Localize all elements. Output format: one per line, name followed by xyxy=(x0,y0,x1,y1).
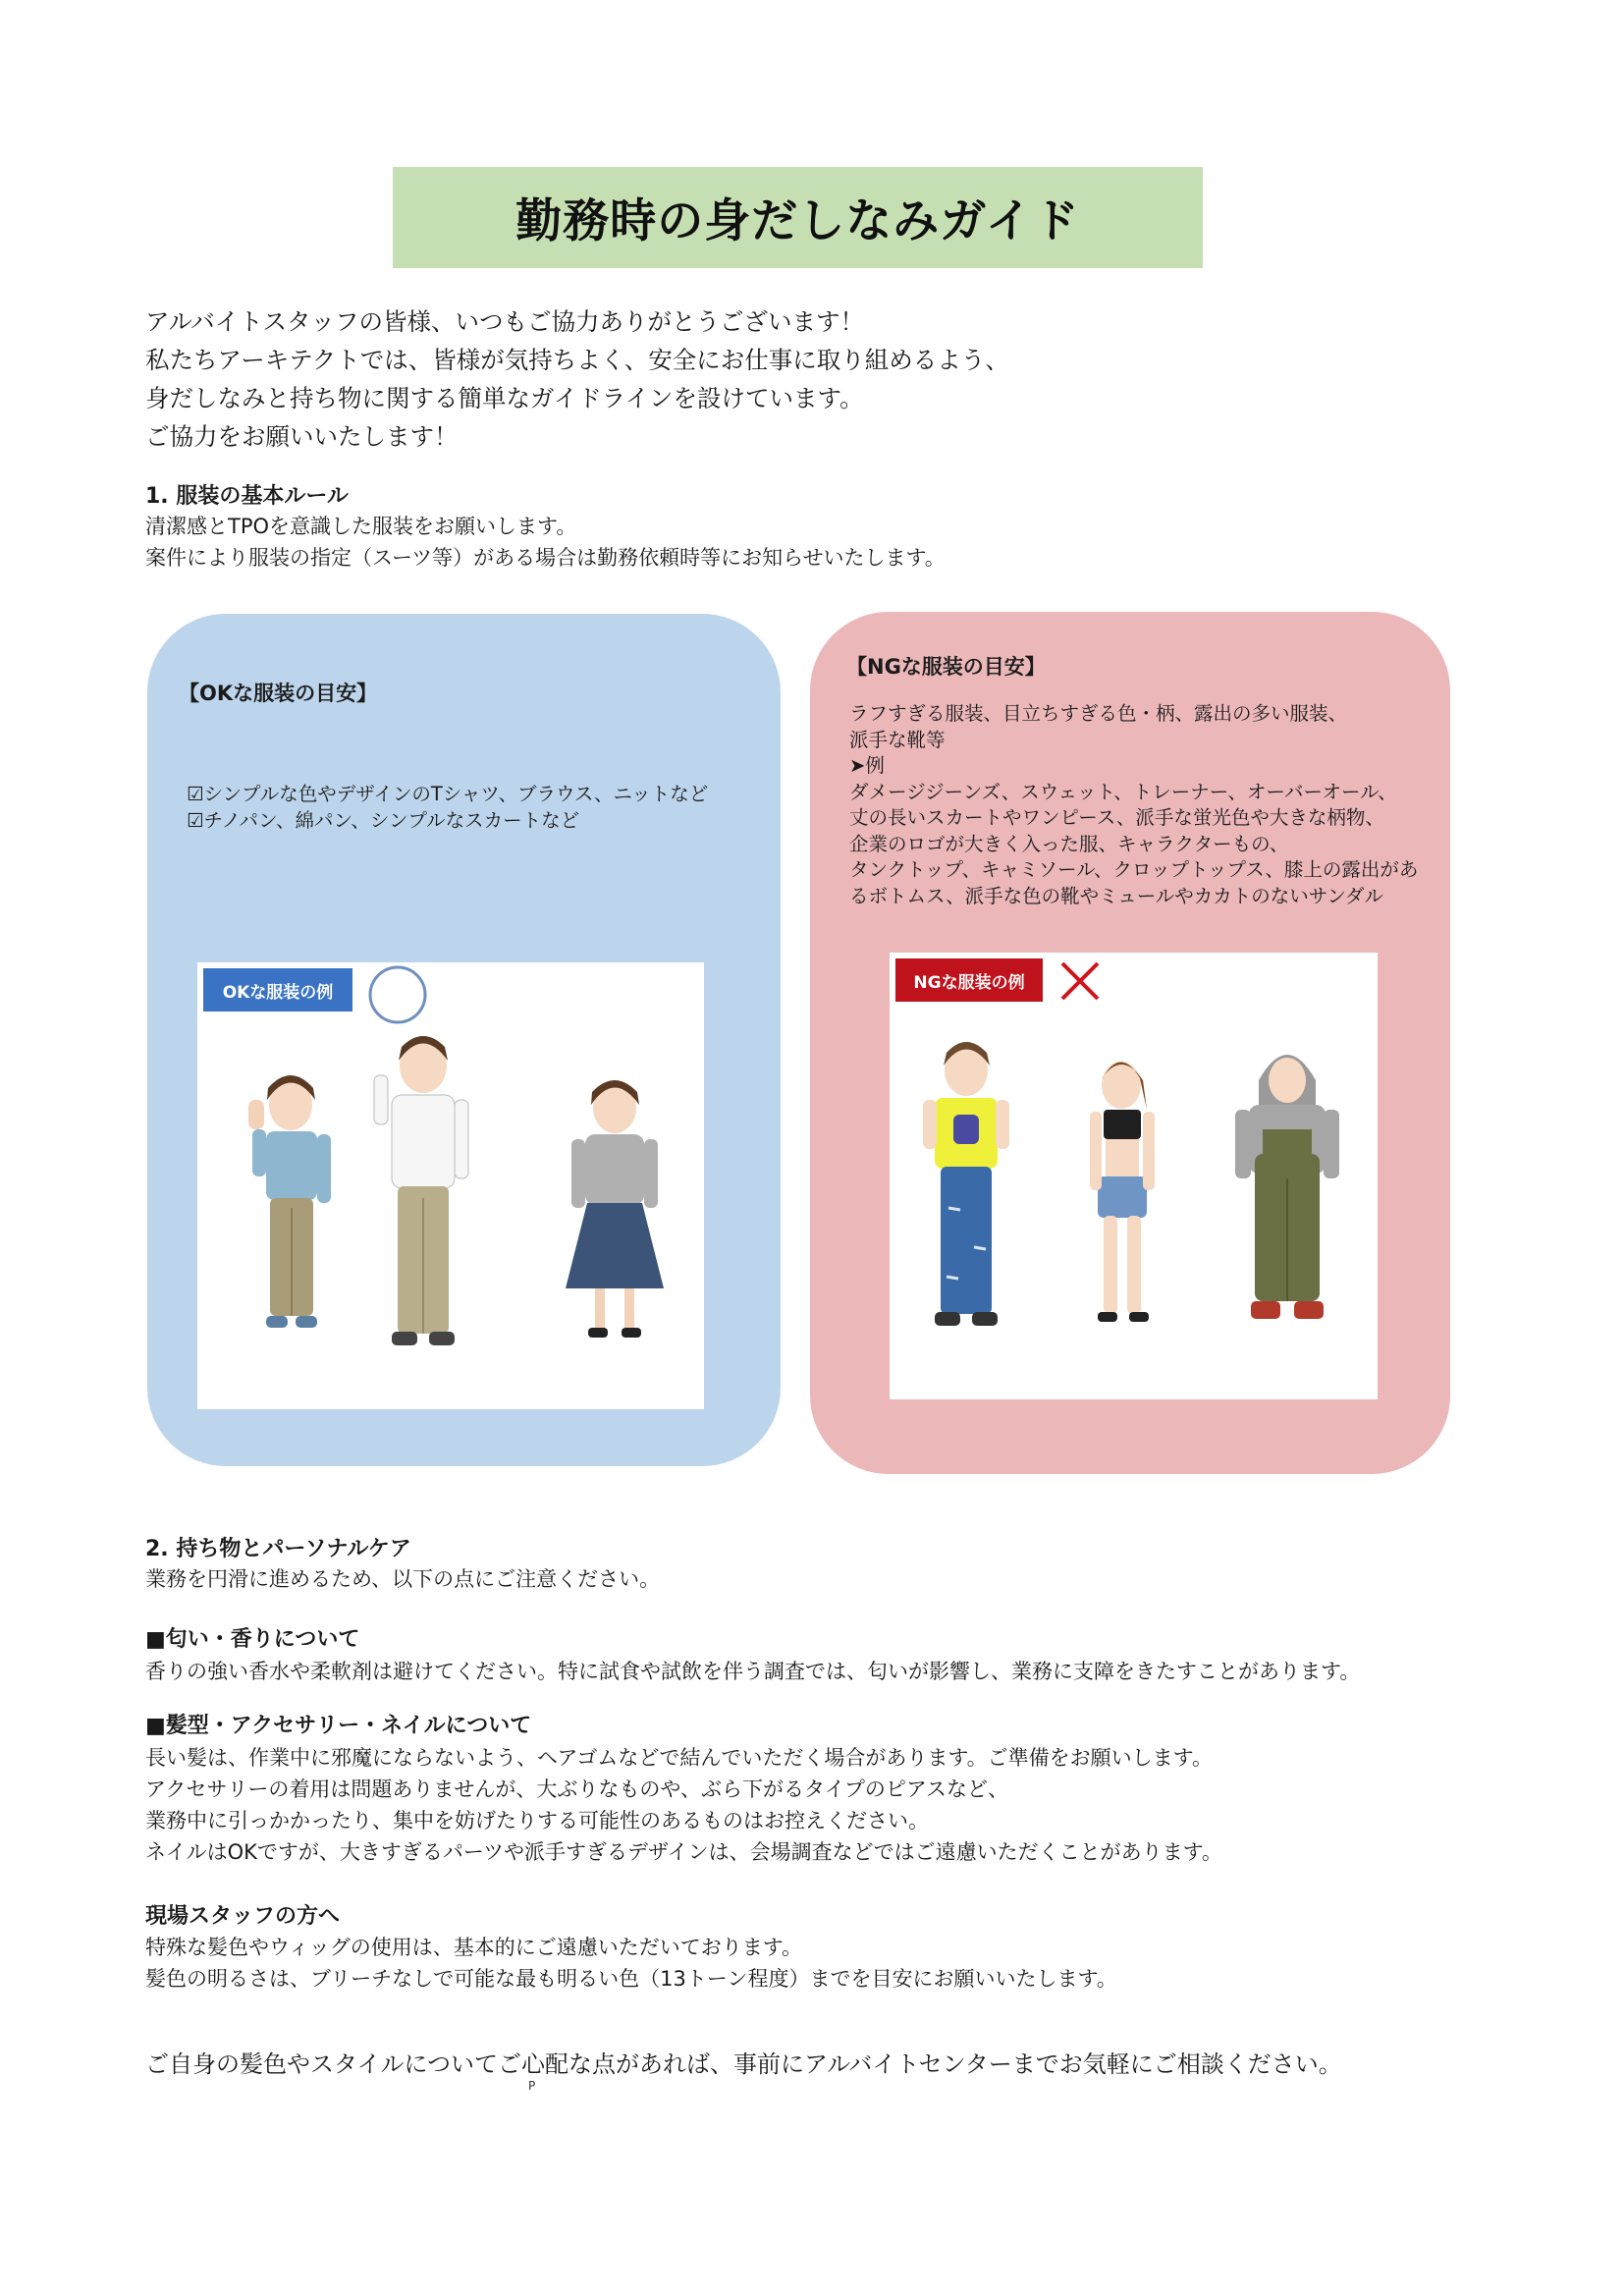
ng-panel-title: 【NGな服装の目安】 xyxy=(846,655,1046,679)
ng-line: ダメージジーンズ、スウェット、トレーナー、オーバーオール、 xyxy=(849,780,1397,803)
hair-line: 業務中に引っかかったり、集中を妨げたりする可能性のあるものはお控えください。 xyxy=(145,1809,929,1832)
ok-figure-woman-skirt xyxy=(566,1080,664,1338)
title-banner xyxy=(393,167,1203,268)
closing-line: ご自身の髪色やスタイルについてご心配な点があれば、事前にアルバイトセンターまでお気軽にご相談ください。 xyxy=(145,2050,1342,2078)
smell-heading: ■匂い・香りについて xyxy=(145,1627,360,1652)
circle-icon xyxy=(365,962,430,1027)
ng-line: 派手な靴等 xyxy=(849,728,946,751)
cross-icon xyxy=(1058,959,1102,1003)
field-staff-line: 髪色の明るさは、ブリーチなしで可能な最も明るい色（13トーン程度）までを目安にお願いいたします。 xyxy=(145,1967,1117,1991)
ng-line: ➤例 xyxy=(849,754,885,777)
ok-figure-man-shirt xyxy=(374,1036,468,1345)
field-staff-line: 特殊な髪色やウィッグの使用は、基本的にご遠慮いただいております。 xyxy=(145,1936,803,1959)
section1-body xyxy=(145,511,946,574)
ok-figures-image xyxy=(197,962,704,1409)
intro-line: 身だしなみと持ち物に関する簡単なガイドラインを設けています。 xyxy=(145,384,864,412)
hair-heading: ■髪型・アクセサリー・ネイルについて xyxy=(145,1714,532,1738)
section1-heading: 1. 服装の基本ルール xyxy=(145,484,349,509)
intro-paragraph xyxy=(145,302,1009,456)
intro-line: アルバイトスタッフの皆様、いつもご協力ありがとうございます！ xyxy=(145,307,865,336)
ng-panel-text xyxy=(849,701,1418,909)
section2-line: 業務を円滑に進めるため、以下の点にご注意ください。 xyxy=(145,1567,661,1591)
ok-figure-woman-shirt xyxy=(248,1075,331,1328)
ok-example-tag: OKな服装の例 xyxy=(203,968,352,1011)
ng-figure-tank-top xyxy=(1090,1062,1155,1322)
footer-mark: P xyxy=(528,2079,536,2093)
hair-line: 長い髪は、作業中に邪魔にならないよう、ヘアゴムなどで結んでいただく場合があります。ご準備をお願いします。 xyxy=(145,1746,1213,1770)
hair-line: ネイルはOKですが、大きすぎるパーツや派手すぎるデザインは、会場調査などではご遠慮いただくことがあります。 xyxy=(145,1840,1222,1864)
ok-outfit-illustration xyxy=(197,962,704,1409)
ng-line: 丈の長いスカートやワンピース、派手な蛍光色や大きな柄物、 xyxy=(849,806,1384,829)
ok-item: ☑チノパン、綿パン、シンプルなスカートなど xyxy=(187,808,580,832)
field-staff-heading: 現場スタッフの方へ xyxy=(145,1904,341,1929)
smell-line: 香りの強い香水や柔軟剤は避けてください。特に試食や試飲を伴う調査では、匂いが影響し、業務に支障をきたすことがあります。 xyxy=(145,1660,1361,1683)
ng-outfit-illustration xyxy=(890,953,1378,1399)
ng-figure-graphic-tee xyxy=(923,1042,1009,1326)
ng-example-tag: NGな服装の例 xyxy=(895,958,1043,1002)
section1-line: 案件により服装の指定（スーツ等）がある場合は勤務依頼時等にお知らせいたします。 xyxy=(145,546,946,570)
hair-body xyxy=(145,1742,1222,1868)
ng-line: ラフすぎる服装、目立ちすぎる色・柄、露出の多い服装、 xyxy=(849,702,1348,725)
hair-line: アクセサリーの着用は問題ありませんが、大ぶりなものや、ぶら下がるタイプのピアスなど、 xyxy=(145,1777,1009,1801)
intro-line: ご協力をお願いいたします！ xyxy=(145,422,459,451)
ng-line: 企業のロゴが大きく入った服、キャラクターもの、 xyxy=(849,832,1289,855)
ng-line: タンクトップ、キャミソール、クロップトップス、膝上の露出があ xyxy=(849,858,1419,881)
section2-heading: 2. 持ち物とパーソナルケア xyxy=(145,1537,411,1561)
ok-panel-title: 【OKな服装の目安】 xyxy=(179,682,378,705)
intro-line: 私たちアーキテクトでは、皆様が気持ちよく、安全にお仕事に取り組めるよう、 xyxy=(145,346,1009,374)
ng-line: るボトムス、派手な色の靴やミュールやカカトのないサンダル xyxy=(849,884,1384,907)
field-staff-body xyxy=(145,1932,1117,1995)
ok-item: ☑シンプルな色やデザインのTシャツ、ブラウス、ニットなど xyxy=(187,783,709,805)
ok-panel-list xyxy=(187,782,708,834)
page-title: 勤務時の身だしなみガイド xyxy=(515,194,1080,248)
ng-figures-image xyxy=(890,953,1378,1399)
ng-figure-overalls xyxy=(1235,1055,1339,1319)
section1-line: 清潔感とTPOを意識した服装をお願いします。 xyxy=(145,515,577,538)
